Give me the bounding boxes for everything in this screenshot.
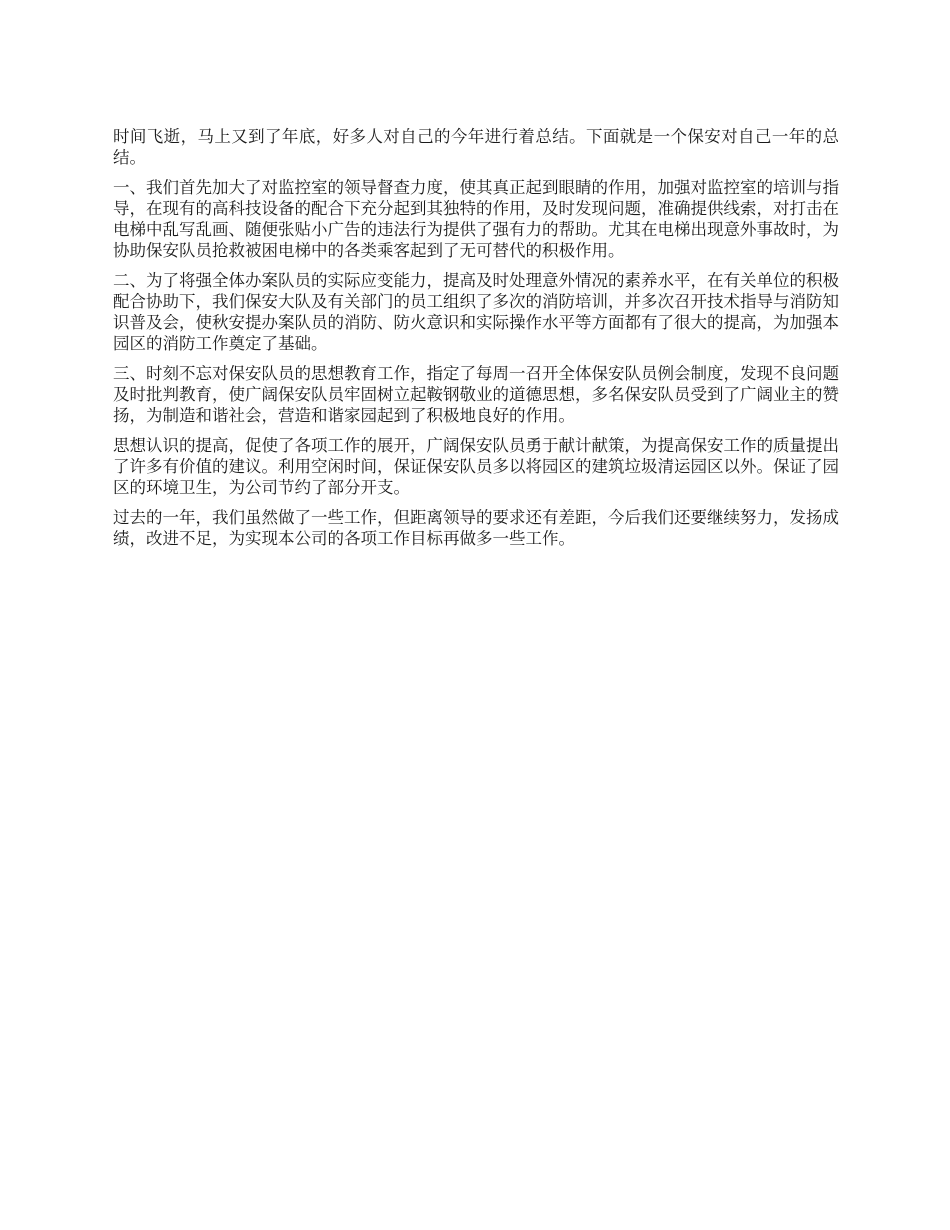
closing-paragraph: 过去的一年，我们虽然做了一些工作，但距离领导的要求还有差距，今后我们还要继续努力，发扬成绩，改进不足，为实现本公司的各项工作目标再做多一些工作。 <box>113 508 839 548</box>
paragraph-improvement: 思想认识的提高，促使了各项工作的展开，广阔保安队员勇于献计献策，为提高保安工作的质量提出了许多有价值的建议。利用空闲时间，保证保安队员多以将园区的建筑垃圾清运园区以外。保证了园区的环境卫生，为公司节约了部分开支。 <box>113 436 839 497</box>
intro-paragraph: 时间飞逝，马上又到了年底，好多人对自己的今年进行着总结。下面就是一个保安对自己一年的总结。 <box>113 127 839 167</box>
paragraph-monitoring: 一、我们首先加大了对监控室的领导督查力度，使其真正起到眼睛的作用，加强对监控室的培训与指导，在现有的高科技设备的配合下充分起到其独特的作用，及时发现问题，准确提供线索，对打击在电梯中乱写乱画、随便张贴小广告的违法行为提供了强有力的帮助。尤其在电梯出现意外事故时，为协助保安队员抢救被困电梯中的各类乘客起到了无可替代的积极作用。 <box>113 178 839 260</box>
document-body <box>113 126 839 558</box>
paragraph-fire-training: 二、为了将强全体办案队员的实际应变能力，提高及时处理意外情况的素养水平，在有关单位的积极配合协助下，我们保安大队及有关部门的员工组织了多次的消防培训，并多次召开技术指导与消防知识普及会，使秋安提办案队员的消防、防火意识和实际操作水平等方面都有了很大的提高，为加强本园区的消防工作奠定了基础。 <box>113 271 839 353</box>
paragraph-education: 三、时刻不忘对保安队员的思想教育工作，指定了每周一召开全体保安队员例会制度，发现不良问题及时批判教育，使广阔保安队员牢固树立起鞍钢敬业的道德思想，多名保安队员受到了广阔业主的赞扬，为制造和谐社会，营造和谐家园起到了积极地良好的作用。 <box>113 364 839 425</box>
